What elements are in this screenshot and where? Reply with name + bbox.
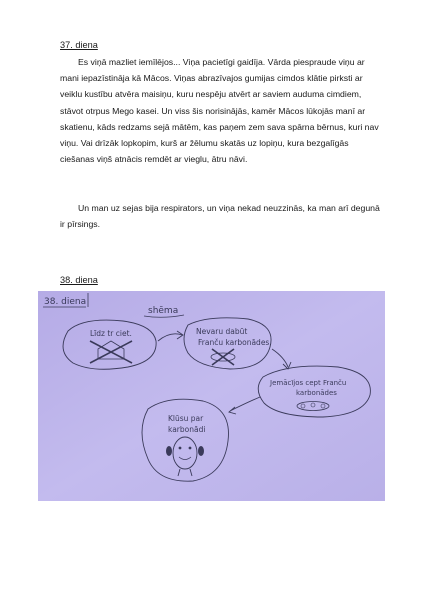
day-37-paragraph-2: Un man uz sejas bija respirators, un viņa nekad neuzzinās, ka man arī degunā ir pīrsings.: [60, 203, 380, 230]
character-eye-right: [189, 447, 192, 450]
hand-drawn-diagram-photo: [38, 291, 385, 501]
character-hand-left: [166, 446, 172, 456]
bubble-1-text: Līdz tr ciet.: [90, 329, 132, 338]
bubble-3-text-line-1: Jemācījos cept Franču: [270, 379, 347, 387]
sketch-title: shēma: [148, 306, 179, 316]
day-37-paragraph-1: Es viņā mazliet iemīlējos... Viņa pacietīgi gaidīja. Vārda piespraude viņu ar mani iepazīstināja kā Mācos. Viņas abrazīvajos gumijas cimdos klātie pirksti ar veiklu kustību atvēra maisiņu, kuru nespēju atvērt ar saviem auduma cimdiem, stāvot otrpus Mego kasei. Un viss šis norisinājās, kamēr Mācos lūkojās manī ar skatienu, kāds redzams sejā mātēm, kas paņem zem sava spārna bērnus, kuri nav viņu. Vai drīzāk lopkopim, kurš ar žēlumu skatās uz lopiņu, kura bezgalīgās ciešanas viņš atnācis remdēt ar vieglu, ātru nāvi.: [60, 57, 379, 165]
diagram-sketch: [38, 291, 385, 501]
bubble-2-text-line-1: Nevaru dabūt: [196, 327, 248, 336]
day-37-heading: 37. diena: [60, 40, 98, 50]
bubble-4-text-line-2: karbonādi: [168, 425, 206, 434]
bubble-3-text-line-2: karbonādes: [296, 389, 337, 397]
sketch-corner-label: 38. diena: [44, 297, 87, 307]
day-38-heading: 38. diena: [60, 275, 98, 285]
character-hand-right: [198, 446, 204, 456]
character-eye-left: [179, 447, 182, 450]
bubble-4-text-line-1: Klūsu par: [168, 414, 204, 423]
bubble-2-text-line-2: Franču karbonādes.: [198, 338, 272, 347]
